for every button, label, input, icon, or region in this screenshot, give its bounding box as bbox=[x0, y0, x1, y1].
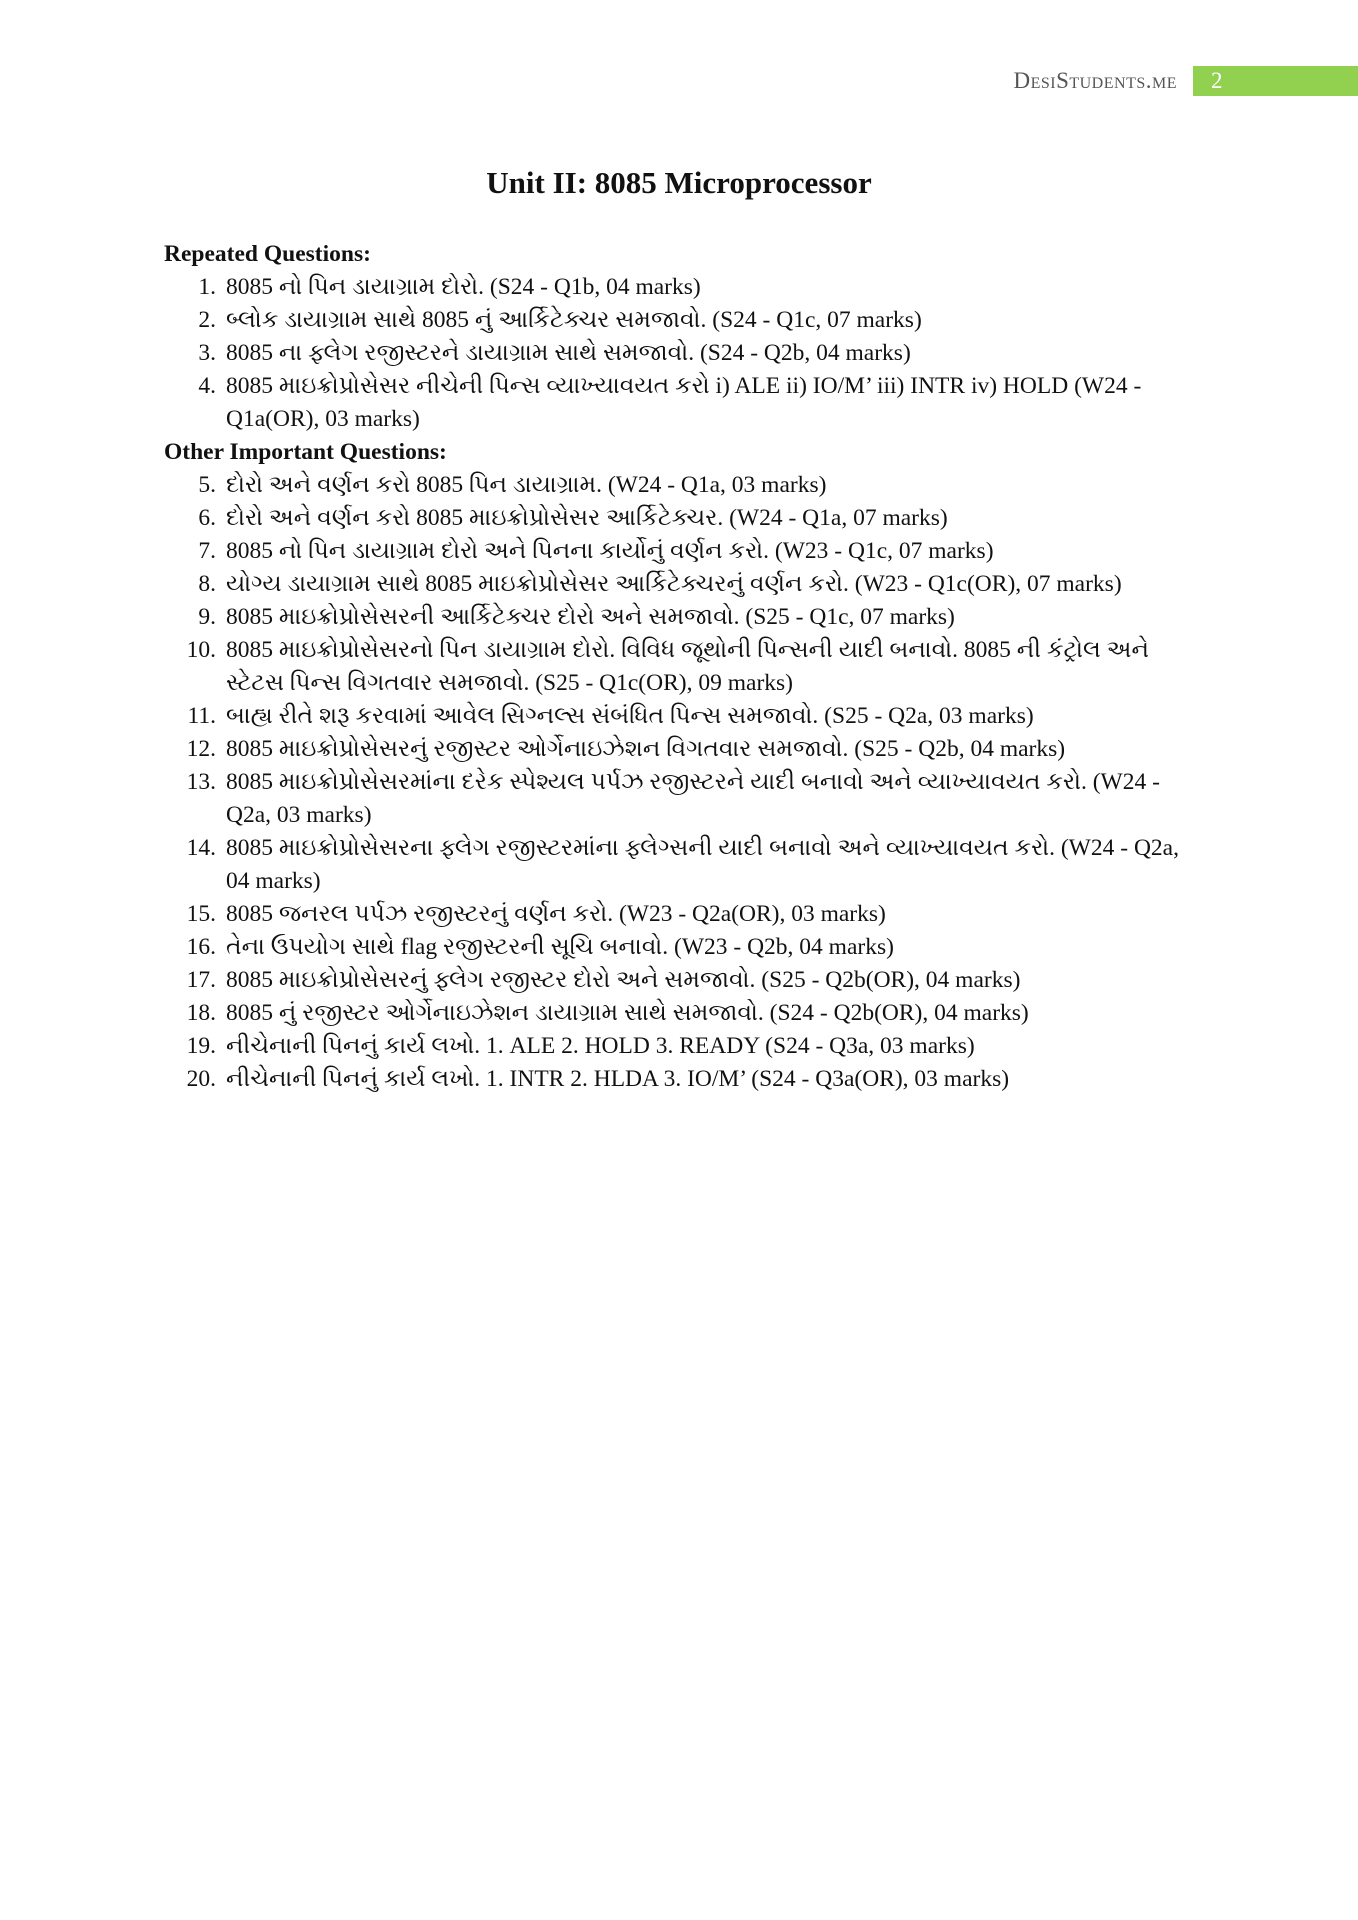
question-text: 8085 જનરલ પર્પઝ રજીસ્ટરનું વર્ણન કરો. (W23 - Q2a(OR), 03 marks) bbox=[226, 901, 886, 927]
page-title: Unit II: 8085 Microprocessor bbox=[486, 165, 872, 200]
list-item bbox=[164, 634, 1214, 700]
list-item bbox=[164, 832, 1214, 898]
question-number: 13. bbox=[186, 769, 216, 795]
list-item bbox=[164, 502, 1214, 535]
question-text: 8085 માઇક્રોપ્રોસેસરમાંના દરેક સ્પેશ્યલ પર્પઝ રજીસ્ટરને યાદી બનાવો અને વ્યાખ્યાવયત કરો. (W24 - Q2a, 03 marks) bbox=[226, 769, 1160, 828]
section-heading: Other Important Questions: bbox=[164, 439, 447, 465]
list-item bbox=[164, 700, 1214, 733]
question-text: 8085 નો પિન ડાયાગ્રામ દોરો. (S24 - Q1b, 04 marks) bbox=[226, 274, 701, 300]
question-number: 2. bbox=[198, 307, 216, 333]
question-number: 14. bbox=[186, 835, 216, 861]
question-number: 12. bbox=[186, 736, 216, 762]
question-number: 7. bbox=[198, 538, 216, 564]
question-number: 8. bbox=[198, 571, 216, 597]
list-item bbox=[164, 766, 1214, 832]
question-number: 4. bbox=[198, 373, 216, 399]
question-text: દોરો અને વર્ણન કરો 8085 પિન ડાયાગ્રામ. (W24 - Q1a, 03 marks) bbox=[226, 472, 827, 498]
list-item bbox=[164, 964, 1214, 997]
question-text: 8085 નો પિન ડાયાગ્રામ દોરો અને પિનના કાર્યોનું વર્ણન કરો. (W23 - Q1c, 07 marks) bbox=[226, 538, 994, 564]
list-item bbox=[164, 568, 1214, 601]
question-list bbox=[164, 469, 1214, 1096]
list-item bbox=[164, 535, 1214, 568]
list-item bbox=[164, 931, 1214, 964]
question-number: 10. bbox=[186, 637, 216, 663]
question-text: 8085 નું રજીસ્ટર ઓર્ગેનાઇઝેશન ડાયાગ્રામ સાથે સમજાવો. (S24 - Q2b(OR), 04 marks) bbox=[226, 1000, 1029, 1026]
site-name: DesiStudents.me bbox=[1013, 68, 1177, 93]
question-text: નીચેનાની પિનનું કાર્ય લખો. 1. INTR 2. HLDA 3. IO/M’ (S24 - Q3a(OR), 03 marks) bbox=[226, 1066, 1010, 1092]
question-text: નીચેનાની પિનનું કાર્ય લખો. 1. ALE 2. HOLD 3. READY (S24 - Q3a, 03 marks) bbox=[226, 1033, 975, 1059]
list-item bbox=[164, 733, 1214, 766]
question-text: યોગ્ય ડાયાગ્રામ સાથે 8085 માઇક્રોપ્રોસેસર આર્કિટેક્ચરનું વર્ણન કરો. (W23 - Q1c(OR), 07 marks) bbox=[226, 571, 1122, 597]
list-item bbox=[164, 271, 1214, 304]
question-text: 8085 માઇક્રોપ્રોસેસરનું ફ્લેગ રજીસ્ટર દોરો અને સમજાવો. (S25 - Q2b(OR), 04 marks) bbox=[226, 967, 1021, 993]
list-item bbox=[164, 337, 1214, 370]
section-heading: Repeated Questions: bbox=[164, 241, 371, 267]
question-number: 18. bbox=[186, 1000, 216, 1026]
question-content bbox=[164, 238, 1214, 1096]
question-number: 20. bbox=[186, 1066, 216, 1092]
list-item bbox=[164, 1063, 1214, 1096]
question-number: 11. bbox=[187, 703, 216, 729]
page-number-badge: 2 bbox=[1193, 66, 1358, 96]
question-number: 17. bbox=[186, 967, 216, 993]
list-item bbox=[164, 370, 1214, 436]
section-other-important bbox=[164, 436, 1214, 1096]
question-number: 15. bbox=[186, 901, 216, 927]
question-text: 8085 માઇક્રોપ્રોસેસરનો પિન ડાયાગ્રામ દોરો. વિવિધ જૂથોની પિન્સની યાદી બનાવો. 8085 ની કંટ્રોલ અને સ્ટેટસ પિન્સ વિગતવાર સમજાવો. (S25 - Q1c(OR), 09 marks) bbox=[226, 637, 1149, 696]
question-number: 3. bbox=[198, 340, 216, 366]
question-text: દોરો અને વર્ણન કરો 8085 માઇક્રોપ્રોસેસર આર્કિટેક્ચર. (W24 - Q1a, 07 marks) bbox=[226, 505, 948, 531]
list-item bbox=[164, 898, 1214, 931]
list-item bbox=[164, 601, 1214, 634]
question-text: 8085 માઇક્રોપ્રોસેસરની આર્કિટેક્ચર દોરો અને સમજાવો. (S25 - Q1c, 07 marks) bbox=[226, 604, 955, 630]
question-text: બાહ્ય રીતે શરૂ કરવામાં આવેલ સિગ્નલ્સ સંબંધિત પિન્સ સમજાવો. (S25 - Q2a, 03 marks) bbox=[226, 703, 1034, 729]
question-text: 8085 માઇક્રોપ્રોસેસર નીચેની પિન્સ વ્યાખ્યાવયત કરો i) ALE ii) IO/M’ iii) INTR iv) HOLD (W24 - Q1a(OR), 03 marks) bbox=[226, 373, 1142, 432]
list-item bbox=[164, 304, 1214, 337]
question-list bbox=[164, 271, 1214, 436]
question-text: 8085 ના ફ્લેગ રજીસ્ટરને ડાયાગ્રામ સાથે સમજાવો. (S24 - Q2b, 04 marks) bbox=[226, 340, 911, 366]
page-header bbox=[1013, 66, 1358, 96]
question-text: 8085 માઇક્રોપ્રોસેસરના ફ્લેગ રજીસ્ટરમાંના ફ્લેગ્સની યાદી બનાવો અને વ્યાખ્યાવયત કરો. (W24 - Q2a, 04 marks) bbox=[226, 835, 1179, 894]
question-number: 9. bbox=[198, 604, 216, 630]
question-number: 6. bbox=[198, 505, 216, 531]
list-item bbox=[164, 469, 1214, 502]
question-number: 5. bbox=[198, 472, 216, 498]
list-item bbox=[164, 997, 1214, 1030]
question-text: તેના ઉપયોગ સાથે flag રજીસ્ટરની સૂચિ બનાવો. (W23 - Q2b, 04 marks) bbox=[226, 934, 894, 960]
question-number: 19. bbox=[186, 1033, 216, 1059]
question-text: બ્લોક ડાયાગ્રામ સાથે 8085 નું આર્કિટેક્ચર સમજાવો. (S24 - Q1c, 07 marks) bbox=[226, 307, 922, 333]
question-number: 16. bbox=[186, 934, 216, 960]
section-repeated bbox=[164, 238, 1214, 436]
question-text: 8085 માઇક્રોપ્રોસેસરનું રજીસ્ટર ઓર્ગેનાઇઝેશન વિગતવાર સમજાવો. (S25 - Q2b, 04 marks) bbox=[226, 736, 1066, 762]
list-item bbox=[164, 1030, 1214, 1063]
question-number: 1. bbox=[198, 274, 216, 300]
